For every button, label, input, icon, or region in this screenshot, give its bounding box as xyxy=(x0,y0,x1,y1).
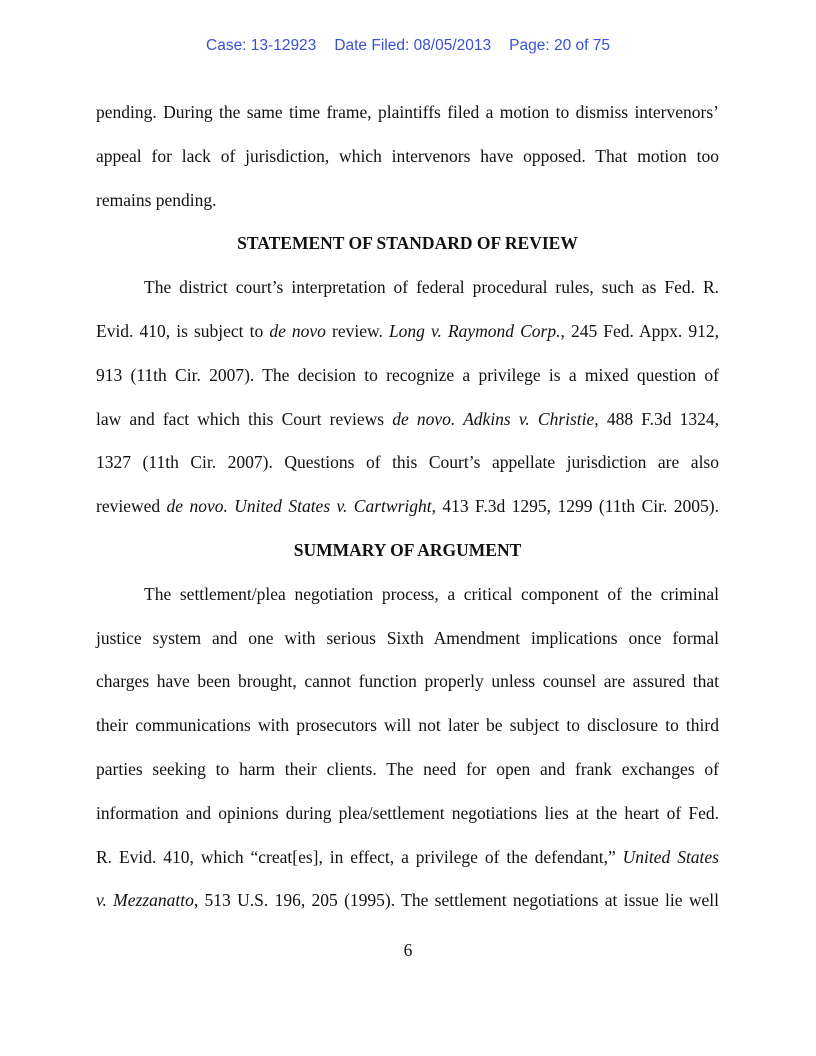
case-citation: de novo. United States v. Cartwright xyxy=(166,496,432,517)
text-line: appeal for lack of jurisdiction, which intervenors have opposed. That motion too xyxy=(96,145,719,166)
text-line: 913 (11th Cir. 2007). The decision to recognize a privilege is a mixed question of xyxy=(96,364,719,385)
text-line: charges have been brought, cannot function properly unless counsel are assured that xyxy=(96,671,719,692)
case-citation: v. Mezzanatto xyxy=(96,890,194,911)
text-line: R. Evid. 410, which “creat[es], in effect, a privilege of the defendant,” United States xyxy=(96,846,719,867)
document-body xyxy=(96,91,719,923)
case-citation: de novo. Adkins v. Christie xyxy=(392,408,595,429)
section-heading-summary-of-argument: SUMMARY OF ARGUMENT xyxy=(293,539,522,560)
page-number: 6 xyxy=(403,940,413,960)
text-line: v. Mezzanatto, 513 U.S. 196, 205 (1995). The settlement negotiations at issue lie well xyxy=(96,890,719,911)
case-citation: United States xyxy=(622,846,719,867)
text-line: reviewed de novo. United States v. Cartwright, 413 F.3d 1295, 1299 (11th Cir. 2005). xyxy=(96,496,719,517)
text-line: parties seeking to harm their clients. The need for open and frank exchanges of xyxy=(96,758,719,779)
section-heading-standard-of-review: STATEMENT OF STANDARD OF REVIEW xyxy=(237,233,578,254)
text-line: remains pending. xyxy=(96,189,217,210)
italic-term: de novo xyxy=(269,320,326,341)
paragraph-continuation xyxy=(96,91,719,222)
case-header xyxy=(0,37,816,55)
text-line: information and opinions during plea/settlement negotiations lies at the heart of Fed. xyxy=(96,802,719,823)
paragraph-summary-of-argument xyxy=(96,573,719,923)
text-line: 1327 (11th Cir. 2007). Questions of this Court’s appellate jurisdiction are also xyxy=(96,452,719,473)
text-line: justice system and one with serious Sixth Amendment implications once formal xyxy=(96,627,719,648)
text-line: pending. During the same time frame, plaintiffs filed a motion to dismiss intervenors’ xyxy=(96,102,719,122)
text-line: The district court’s interpretation of federal procedural rules, such as Fed. R. xyxy=(144,277,719,298)
page-count: Page: 20 of 75 xyxy=(509,37,610,54)
text-line: The settlement/plea negotiation process, a critical component of the criminal xyxy=(144,583,719,604)
date-filed: Date Filed: 08/05/2013 xyxy=(334,37,492,54)
text-line: Evid. 410, is subject to de novo review. Long v. Raymond Corp., 245 Fed. Appx. 912, xyxy=(96,320,719,341)
paragraph-standard-of-review xyxy=(96,266,719,529)
text-line: law and fact which this Court reviews de novo. Adkins v. Christie, 488 F.3d 1324, xyxy=(96,408,719,429)
case-citation: Long v. Raymond Corp. xyxy=(388,320,561,341)
text-line: their communications with prosecutors will not later be subject to disclosure to third xyxy=(96,715,719,736)
case-number: Case: 13-12923 xyxy=(206,37,317,54)
